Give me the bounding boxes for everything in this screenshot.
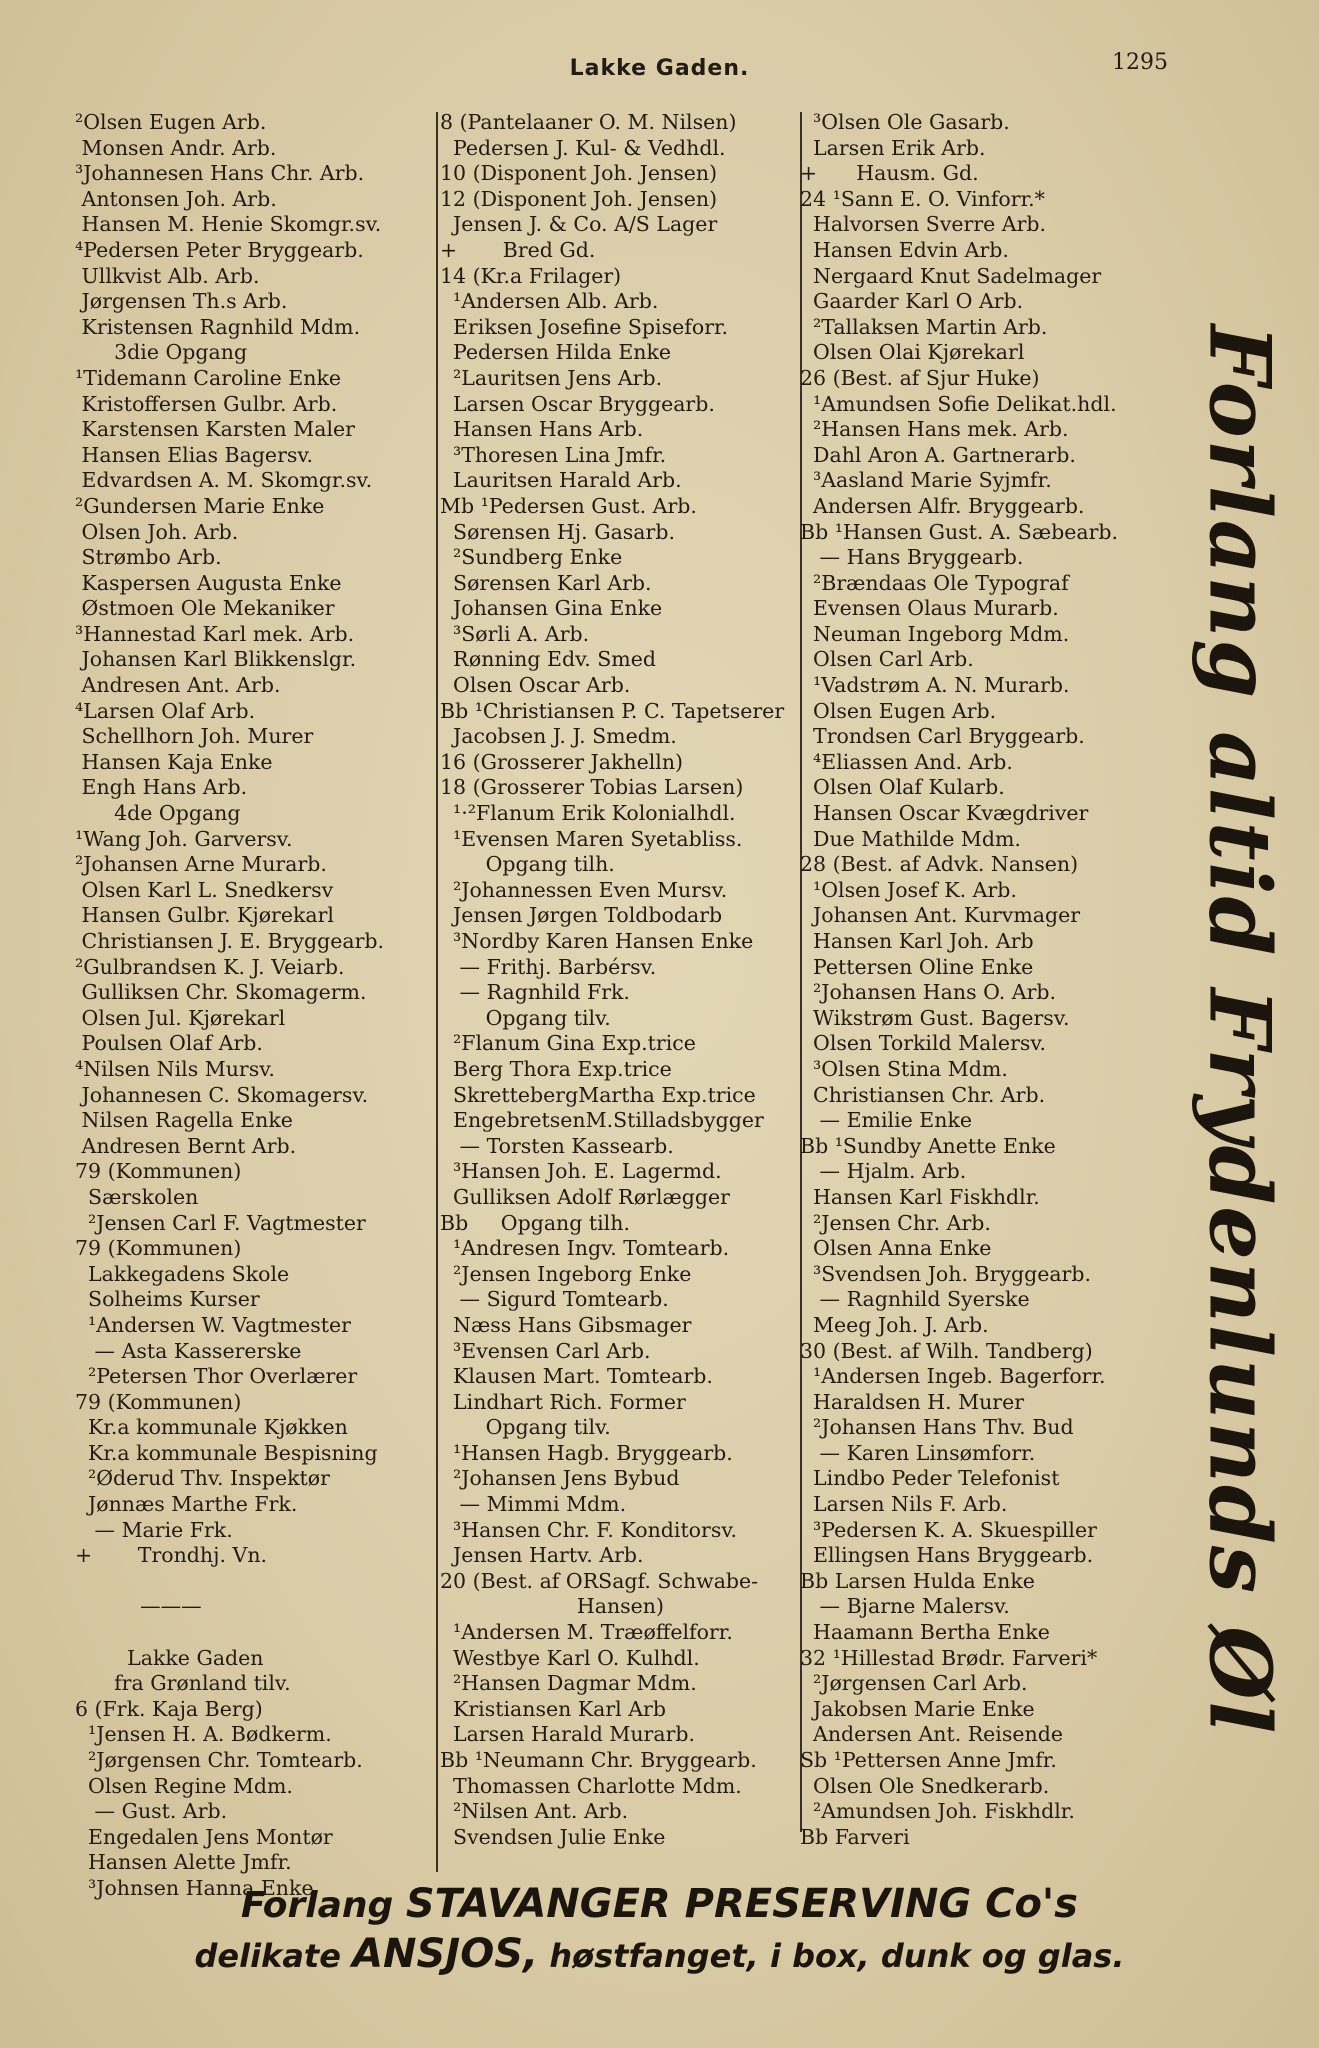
directory-entry: Halvorsen Sverre Arb. xyxy=(800,212,1047,237)
directory-entry: 6 (Frk. Kaja Berg) xyxy=(75,1696,263,1721)
directory-entry: ²Jensen Chr. Arb. xyxy=(800,1210,991,1235)
directory-entry: Opgang tilv. xyxy=(440,1415,611,1440)
directory-entry: Lakkegadens Skole xyxy=(75,1261,290,1286)
directory-entry: Westbye Karl O. Kulhdl. xyxy=(440,1645,700,1670)
directory-entry: ¹Tidemann Caroline Enke xyxy=(75,365,342,390)
directory-entry: Hansen Gulbr. Kjørekarl xyxy=(75,903,334,928)
directory-entry: Nilsen Ragella Enke xyxy=(75,1108,293,1133)
directory-entry: Ullkvist Alb. Arb. xyxy=(75,263,260,288)
directory-entry: ³Sørli A. Arb. xyxy=(440,621,590,646)
directory-entry: ³Olsen Ole Gasarb. xyxy=(800,110,1010,134)
directory-entry: ⁴Larsen Olaf Arb. xyxy=(75,698,256,723)
directory-entry: — Marie Frk. xyxy=(75,1517,233,1542)
ad-line-1 xyxy=(0,1880,1319,1930)
column-divider xyxy=(436,112,438,1872)
directory-entry: ³Evensen Carl Arb. xyxy=(440,1338,651,1363)
directory-entry: Berg Thora Exp.trice xyxy=(440,1056,672,1081)
directory-entry: ²Jensen Carl F. Vagtmester xyxy=(75,1210,366,1235)
directory-entry: ²Johannessen Even Mursv. xyxy=(440,877,728,902)
directory-entry: Bb ¹Sundby Anette Enke xyxy=(800,1133,1056,1158)
directory-entry: Særskolen xyxy=(75,1184,199,1209)
directory-entry: Pettersen Oline Enke xyxy=(800,954,1034,979)
directory-entry: Ellingsen Hans Bryggearb. xyxy=(800,1543,1094,1568)
directory-entry: ——— xyxy=(75,1594,202,1619)
directory-entry: 4de Opgang xyxy=(75,801,241,826)
directory-entry: Bb Larsen Hulda Enke xyxy=(800,1568,1035,1593)
directory-entry: ²Olsen Eugen Arb. xyxy=(75,110,267,134)
directory-entry: ¹Vadstrøm A. N. Murarb. xyxy=(800,673,1070,698)
directory-entry: Larsen Oscar Bryggearb. xyxy=(440,391,715,416)
left-column xyxy=(75,110,430,1902)
directory-entry: + Hausm. Gd. xyxy=(800,161,979,186)
directory-entry: ²Hansen Dagmar Mdm. xyxy=(440,1671,697,1696)
directory-entry: Opgang tilh. xyxy=(440,852,615,877)
directory-entry: Hansen Oscar Kvægdriver xyxy=(800,801,1089,826)
directory-entry: Larsen Erik Arb. xyxy=(800,135,986,160)
directory-entry: ¹Amundsen Sofie Delikat.hdl. xyxy=(800,391,1117,416)
directory-entry: Andresen Ant. Arb. xyxy=(75,673,281,698)
directory-entry: Gaarder Karl O Arb. xyxy=(800,289,1024,314)
directory-entry: ²Amundsen Joh. Fiskhdlr. xyxy=(800,1799,1075,1824)
directory-entry: ²Johansen Hans Thv. Bud xyxy=(800,1415,1074,1440)
directory-entry: Hansen) xyxy=(440,1594,664,1619)
directory-entry: Solheims Kurser xyxy=(75,1287,260,1312)
directory-entry: ⁴Nilsen Nils Mursv. xyxy=(75,1056,275,1081)
directory-entry: Jørgensen Th.s Arb. xyxy=(75,289,288,314)
directory-entry: EngebretsenM.Stilladsbygger xyxy=(440,1108,764,1133)
directory-entry: Jensen J. & Co. A/S Lager xyxy=(440,212,718,237)
directory-entry xyxy=(75,1620,430,1646)
directory-entry: Pedersen J. Kul- & Vedhdl. xyxy=(440,135,726,160)
directory-entry: ³Hannestad Karl mek. Arb. xyxy=(75,621,355,646)
directory-entry: ¹Andersen W. Vagtmester xyxy=(75,1312,351,1337)
directory-entry: Olsen Joh. Arb. xyxy=(75,519,239,544)
directory-entry: Kaspersen Augusta Enke xyxy=(75,570,342,595)
directory-entry: ³Johnsen Hanna Enke xyxy=(75,1875,314,1900)
directory-entry: Kr.a kommunale Kjøkken xyxy=(75,1415,348,1440)
directory-entry: ³Svendsen Joh. Bryggearb. xyxy=(800,1261,1091,1286)
directory-entry: ¹·²Flanum Erik Kolonialhdl. xyxy=(440,801,736,826)
directory-entry: — Torsten Kassearb. xyxy=(440,1133,674,1158)
ad-line-2 xyxy=(0,1930,1319,1980)
directory-entry: Rønning Edv. Smed xyxy=(440,647,657,672)
directory-entry: ²Flanum Gina Exp.trice xyxy=(440,1031,696,1056)
directory-entry: ²Brændaas Ole Typograf xyxy=(800,570,1069,595)
directory-entry: ²Jørgensen Carl Arb. xyxy=(800,1671,1028,1696)
directory-entry: Larsen Harald Murarb. xyxy=(440,1722,696,1747)
directory-entry: ¹Andresen Ingv. Tomtearb. xyxy=(440,1236,730,1261)
directory-entry: ³Nordby Karen Hansen Enke xyxy=(440,929,754,953)
directory-entry: ¹Evensen Maren Syetabliss. xyxy=(440,826,743,851)
directory-entry: Gulliksen Adolf Rørlægger xyxy=(440,1184,730,1209)
directory-entry: 16 (Grosserer Jakhelln) xyxy=(440,749,684,774)
directory-entry: Jønnæs Marthe Frk. xyxy=(75,1492,298,1517)
directory-entry: ¹Wang Joh. Garversv. xyxy=(75,826,293,851)
directory-entry: Jakobsen Marie Enke xyxy=(800,1696,1035,1721)
middle-column xyxy=(440,110,800,1850)
directory-entry: Engh Hans Arb. xyxy=(75,775,248,800)
directory-entry: Sørensen Hj. Gasarb. xyxy=(440,519,675,544)
directory-entry: ²Jensen Ingeborg Enke xyxy=(440,1261,692,1286)
directory-entry: ²Gundersen Marie Enke xyxy=(75,493,325,518)
directory-entry: — Ragnhild Frk. xyxy=(440,980,630,1005)
directory-entry: Olsen Karl L. Snedkersv xyxy=(75,877,334,902)
directory-entry: Monsen Andr. Arb. xyxy=(75,135,277,160)
directory-entry: Olsen Ole Snedkerarb. xyxy=(800,1773,1050,1798)
directory-entry: Pedersen Hilda Enke xyxy=(440,340,672,365)
directory-entry: 10 (Disponent Joh. Jensen) xyxy=(440,161,718,186)
directory-entry: Karstensen Karsten Maler xyxy=(75,417,355,442)
directory-entry: Olsen Olai Kjørekarl xyxy=(800,340,1025,365)
directory-entry: — Frithj. Barbérsv. xyxy=(440,954,657,979)
directory-entry: ³Pedersen K. A. Skuespiller xyxy=(800,1517,1097,1542)
directory-entry: Edvardsen A. M. Skomgr.sv. xyxy=(75,468,373,493)
directory-entry: ¹Jensen H. A. Bødkerm. xyxy=(75,1722,332,1747)
directory-entry: ¹Andersen Alb. Arb. xyxy=(440,289,659,314)
directory-entry: ²Gulbrandsen K. J. Veiarb. xyxy=(75,954,345,979)
directory-entry: Svendsen Julie Enke xyxy=(440,1824,666,1849)
directory-entry: Johansen Gina Enke xyxy=(440,596,663,621)
directory-entry: Lakke Gaden xyxy=(75,1645,264,1670)
directory-entry: Hansen Elias Bagersv. xyxy=(75,442,314,467)
directory-entry: Bb Farveri xyxy=(800,1824,910,1849)
ad-brand-ansjos: ANSJOS, xyxy=(352,1931,539,1977)
directory-entry: ²Johansen Arne Murarb. xyxy=(75,852,327,877)
directory-entry: 24 ¹Sann E. O. Vinforr.* xyxy=(800,186,1045,211)
directory-entry: Antonsen Joh. Arb. xyxy=(75,186,277,211)
directory-entry: + Trondhj. Vn. xyxy=(75,1543,268,1568)
directory-entry: Hansen M. Henie Skomgr.sv. xyxy=(75,212,382,237)
directory-entry: Thomassen Charlotte Mdm. xyxy=(440,1773,742,1798)
directory-entry: — Sigurd Tomtearb. xyxy=(440,1287,669,1312)
directory-entry: Bb ¹Christiansen P. C. Tapetserer xyxy=(440,698,785,723)
directory-entry: ²Øderud Thv. Inspektør xyxy=(75,1466,330,1491)
directory-entry: Haraldsen H. Murer xyxy=(800,1389,1025,1414)
directory-entry: Hansen Karl Fiskhdlr. xyxy=(800,1184,1040,1209)
directory-entry: 30 (Best. af Wilh. Tandberg) xyxy=(800,1338,1093,1363)
directory-entry: Olsen Eugen Arb. xyxy=(800,698,997,723)
directory-entry: 26 (Best. af Sjur Huke) xyxy=(800,365,1040,390)
directory-entry: — Asta Kassererske xyxy=(75,1338,302,1363)
right-column xyxy=(800,110,1170,1850)
directory-entry: Wikstrøm Gust. Bagersv. xyxy=(800,1005,1070,1030)
page-number: 1295 xyxy=(1112,50,1168,75)
directory-entry: Strømbo Arb. xyxy=(75,545,222,570)
directory-entry: ²Tallaksen Martin Arb. xyxy=(800,314,1048,339)
directory-entry: — Bjarne Malersv. xyxy=(800,1594,1010,1619)
directory-entry: Eriksen Josefine Spiseforr. xyxy=(440,314,729,339)
directory-entry: 79 (Kommunen) xyxy=(75,1236,242,1261)
directory-entry: ²Lauritsen Jens Arb. xyxy=(440,365,663,390)
ad-line-2-prefix: delikate xyxy=(194,1937,353,1975)
directory-entry: Jensen Hartv. Arb. xyxy=(440,1543,644,1568)
directory-entry: + Bred Gd. xyxy=(440,237,596,262)
directory-entry: Andersen Ant. Reisende xyxy=(800,1722,1063,1747)
directory-entry: Bb ¹Neumann Chr. Bryggearb. xyxy=(440,1748,757,1772)
directory-entry: Næss Hans Gibsmager xyxy=(440,1312,692,1337)
directory-entry: Due Mathilde Mdm. xyxy=(800,826,1021,851)
directory-entry: ⁴Pedersen Peter Bryggearb. xyxy=(75,237,364,262)
directory-entry: Andersen Alfr. Bryggearb. xyxy=(800,493,1085,518)
directory-entry: — Ragnhild Syerske xyxy=(800,1287,1030,1312)
directory-entry: ³Olsen Stina Mdm. xyxy=(800,1056,1008,1081)
directory-entry: ²Sundberg Enke xyxy=(440,545,623,570)
directory-entry: 12 (Disponent Joh. Jensen) xyxy=(440,186,718,211)
directory-entry: ⁴Eliassen And. Arb. xyxy=(800,749,1013,774)
directory-entry: Lauritsen Harald Arb. xyxy=(440,468,682,493)
directory-entry: ²Petersen Thor Overlærer xyxy=(75,1364,358,1389)
vertical-advertisement xyxy=(1180,324,1300,1736)
directory-entry: Meeg Joh. J. Arb. xyxy=(800,1312,989,1337)
directory-entry: Olsen Anna Enke xyxy=(800,1236,992,1261)
directory-entry: Kristoffersen Gulbr. Arb. xyxy=(75,391,338,416)
directory-entry: ¹Hansen Hagb. Bryggearb. xyxy=(440,1440,733,1465)
directory-entry: Christiansen Chr. Arb. xyxy=(800,1082,1046,1107)
directory-entry: ³Aasland Marie Syjmfr. xyxy=(800,468,1052,493)
directory-entry: ¹Olsen Josef K. Arb. xyxy=(800,877,1017,902)
directory-entry: ²Johansen Jens Bybud xyxy=(440,1466,680,1491)
ad-line-1-prefix: Forlang xyxy=(241,1885,406,1926)
directory-entry: Klausen Mart. Tomtearb. xyxy=(440,1364,713,1389)
directory-entry: Opgang tilv. xyxy=(440,1005,611,1030)
directory-entry: 79 (Kommunen) xyxy=(75,1159,242,1184)
directory-entry: ²Jørgensen Chr. Tomtearb. xyxy=(75,1748,363,1772)
directory-entry: 32 ¹Hillestad Brødr. Farveri* xyxy=(800,1645,1098,1670)
directory-entry: Christiansen J. E. Bryggearb. xyxy=(75,929,385,953)
directory-entry: Schellhorn Joh. Murer xyxy=(75,724,314,749)
directory-entry: 18 (Grosserer Tobias Larsen) xyxy=(440,775,744,800)
directory-entry: Olsen Jul. Kjørekarl xyxy=(75,1005,286,1030)
directory-entry: Jacobsen J. J. Smedm. xyxy=(440,724,677,749)
directory-entry: Johansen Ant. Kurvmager xyxy=(800,903,1081,928)
directory-entry: ¹Andersen M. Træøffelforr. xyxy=(440,1620,733,1645)
vertical-ad-text: Forlang altid Frydenlunds Øl xyxy=(1190,324,1290,1736)
directory-entry: 79 (Kommunen) xyxy=(75,1389,242,1414)
directory-entry: — Gust. Arb. xyxy=(75,1799,228,1824)
directory-entry: 28 (Best. af Advk. Nansen) xyxy=(800,852,1079,877)
directory-entry: — Mimmi Mdm. xyxy=(440,1492,627,1517)
page-title: Lakke Gaden. xyxy=(569,56,750,81)
directory-entry: Østmoen Ole Mekaniker xyxy=(75,596,335,621)
directory-entry: Engedalen Jens Montør xyxy=(75,1824,333,1849)
directory-entry: 14 (Kr.a Frilager) xyxy=(440,263,622,288)
directory-entry: Larsen Nils F. Arb. xyxy=(800,1492,1008,1517)
directory-entry: Haamann Bertha Enke xyxy=(800,1620,1050,1645)
directory-entry: Nergaard Knut Sadelmager xyxy=(800,263,1102,288)
directory-entry: — Hjalm. Arb. xyxy=(800,1159,967,1184)
directory-entry xyxy=(75,1569,430,1595)
directory-entry: 3die Opgang xyxy=(75,340,248,365)
directory-entry: Olsen Regine Mdm. xyxy=(75,1773,293,1798)
directory-entry: Bb ¹Hansen Gust. A. Sæbearb. xyxy=(800,519,1119,544)
directory-entry: Olsen Torkild Malersv. xyxy=(800,1031,1047,1056)
directory-entry: SkrettebergMartha Exp.trice xyxy=(440,1082,756,1107)
directory-entry: ³Hansen Chr. F. Konditorsv. xyxy=(440,1517,738,1542)
directory-entry: Gulliksen Chr. Skomagerm. xyxy=(75,980,367,1005)
directory-entry: Neuman Ingeborg Mdm. xyxy=(800,621,1070,646)
directory-entry: Trondsen Carl Bryggearb. xyxy=(800,724,1085,749)
directory-entry: — Hans Bryggearb. xyxy=(800,545,1024,570)
directory-entry: Mb ¹Pedersen Gust. Arb. xyxy=(440,493,697,518)
directory-entry: — Karen Linsømforr. xyxy=(800,1440,1036,1465)
directory-entry: Poulsen Olaf Arb. xyxy=(75,1031,263,1056)
directory-entry: ¹Andersen Ingeb. Bagerforr. xyxy=(800,1364,1106,1389)
directory-entry: ³Thoresen Lina Jmfr. xyxy=(440,442,667,467)
directory-entry: Kr.a kommunale Bespisning xyxy=(75,1440,378,1465)
directory-entry: Lindhart Rich. Former xyxy=(440,1389,686,1414)
directory-entry: Olsen Oscar Arb. xyxy=(440,673,631,698)
directory-entry: Olsen Carl Arb. xyxy=(800,647,974,672)
directory-entry: Hansen Hans Arb. xyxy=(440,417,644,442)
directory-entry: Jensen Jørgen Toldbodarb xyxy=(440,903,723,928)
ad-line-2-suffix: høstfanget, i box, dunk og glas. xyxy=(538,1937,1125,1975)
directory-entry: Johansen Karl Blikkenslgr. xyxy=(75,647,357,672)
directory-entry: 8 (Pantelaaner O. M. Nilsen) xyxy=(440,110,737,134)
directory-entry: Olsen Olaf Kularb. xyxy=(800,775,1005,800)
directory-entry: Lindbo Peder Telefonist xyxy=(800,1466,1060,1491)
directory-entry: fra Grønland tilv. xyxy=(75,1671,291,1696)
directory-entry: Andresen Bernt Arb. xyxy=(75,1133,297,1158)
directory-entry: ²Nilsen Ant. Arb. xyxy=(440,1799,629,1824)
directory-entry: ²Johansen Hans O. Arb. xyxy=(800,980,1057,1005)
directory-entry: Kristiansen Karl Arb xyxy=(440,1696,666,1721)
directory-entry: Evensen Olaus Murarb. xyxy=(800,596,1059,621)
directory-entry: Hansen Edvin Arb. xyxy=(800,237,1009,262)
directory-entry: Hansen Kaja Enke xyxy=(75,749,273,774)
directory-entry: ²Hansen Hans mek. Arb. xyxy=(800,417,1069,442)
directory-entry: — Emilie Enke xyxy=(800,1108,973,1133)
directory-entry: Bb Opgang tilh. xyxy=(440,1210,630,1235)
directory-entry: Hansen Alette Jmfr. xyxy=(75,1850,292,1875)
directory-entry: Dahl Aron A. Gartnerarb. xyxy=(800,442,1076,467)
directory-entry: Sb ¹Pettersen Anne Jmfr. xyxy=(800,1748,1057,1772)
directory-entry: Kristensen Ragnhild Mdm. xyxy=(75,314,361,339)
directory-entry: Hansen Karl Joh. Arb xyxy=(800,929,1034,953)
directory-entry: Sørensen Karl Arb. xyxy=(440,570,652,595)
ad-brand-stavanger: STAVANGER PRESERVING Co's xyxy=(405,1881,1078,1927)
directory-entry: ³Hansen Joh. E. Lagermd. xyxy=(440,1159,722,1184)
bottom-advertisement xyxy=(0,1880,1319,1980)
directory-entry: ³Johannesen Hans Chr. Arb. xyxy=(75,161,365,186)
directory-entry: Johannesen C. Skomagersv. xyxy=(75,1082,369,1107)
directory-entry: 20 (Best. af ORSagf. Schwabe- xyxy=(440,1568,759,1593)
